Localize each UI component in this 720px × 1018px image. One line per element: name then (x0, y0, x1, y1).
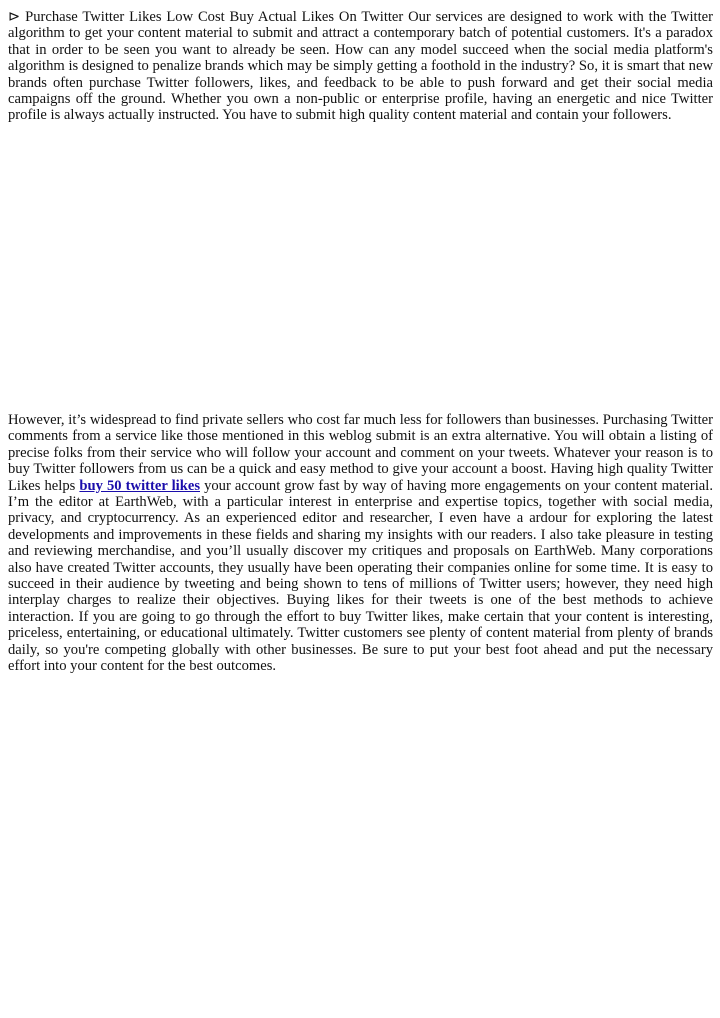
triangle-marker-icon: ⊳ (8, 9, 21, 25)
intro-text: Purchase Twitter Likes Low Cost Buy Actual Likes On Twitter Our services are designed to work with the Twitter algorithm to get your content material to submit and attract a contemporary batch of potential customers. It's a paradox that in order to be seen you want to already be seen. How can any model succeed when the social media platform's algorithm is designed to penalize brands which may be simply getting a foothold in the industry? So, it is smart that new brands often purchase Twitter followers, likes, and feedback to be able to push forward and get their social media campaigns off the ground. Whether you own a non-public or enterprise profile, having an energetic and nice Twitter profile is always actually instructed. You have to submit high quality content material and contain your followers. (8, 9, 713, 124)
blank-space (8, 130, 713, 400)
body-paragraph (8, 412, 713, 675)
buy-50-twitter-likes-link[interactable]: buy 50 twitter likes (79, 477, 200, 494)
body-text-after-link: your account grow fast by way of having more engagements on your content material. I’m the editor at EarthWeb, with a particular interest in enterprise and expertise topics, together with social media, privacy, and cryptocurrency. As an experienced editor and researcher, I even have a ardour for exploring the latest developments and improvements in these fields and sharing my insights with our readers. I also take pleasure in testing and reviewing merchandise, and you’ll usually discover my critiques and proposals on EarthWeb. Many corporations also have created Twitter accounts, they usually have been operating their companies online for some time. It is easy to succeed in their audience by tweeting and being shown to tens of millions of Twitter users; however, they need high interplay charges to realize their objectives. Buying likes for their tweets is one of the best methods to achieve interaction. If you are going to go through the effort to buy Twitter likes, make certain that your content is interesting, priceless, entertaining, or educational ultimately. Twitter customers see plenty of content material from plenty of brands daily, so you're competing globally with other businesses. Be sure to put your best foot ahead and put the necessary effort into your content for the best outcomes. (8, 477, 713, 675)
body-text-before-link: However, it’s widespread to find private sellers who cost far much less for followers than businesses. Purchasing Twitter comments from a service like those mentioned in this weblog submit is an extra alternative. You will obtain a listing of precise folks from their service who will follow your account and comment on your tweets. Whatever your reason is to buy Twitter followers from us can be a quick and easy method to give your account a boost. Having high quality Twitter Likes helps (8, 412, 713, 494)
intro-paragraph (8, 9, 713, 124)
